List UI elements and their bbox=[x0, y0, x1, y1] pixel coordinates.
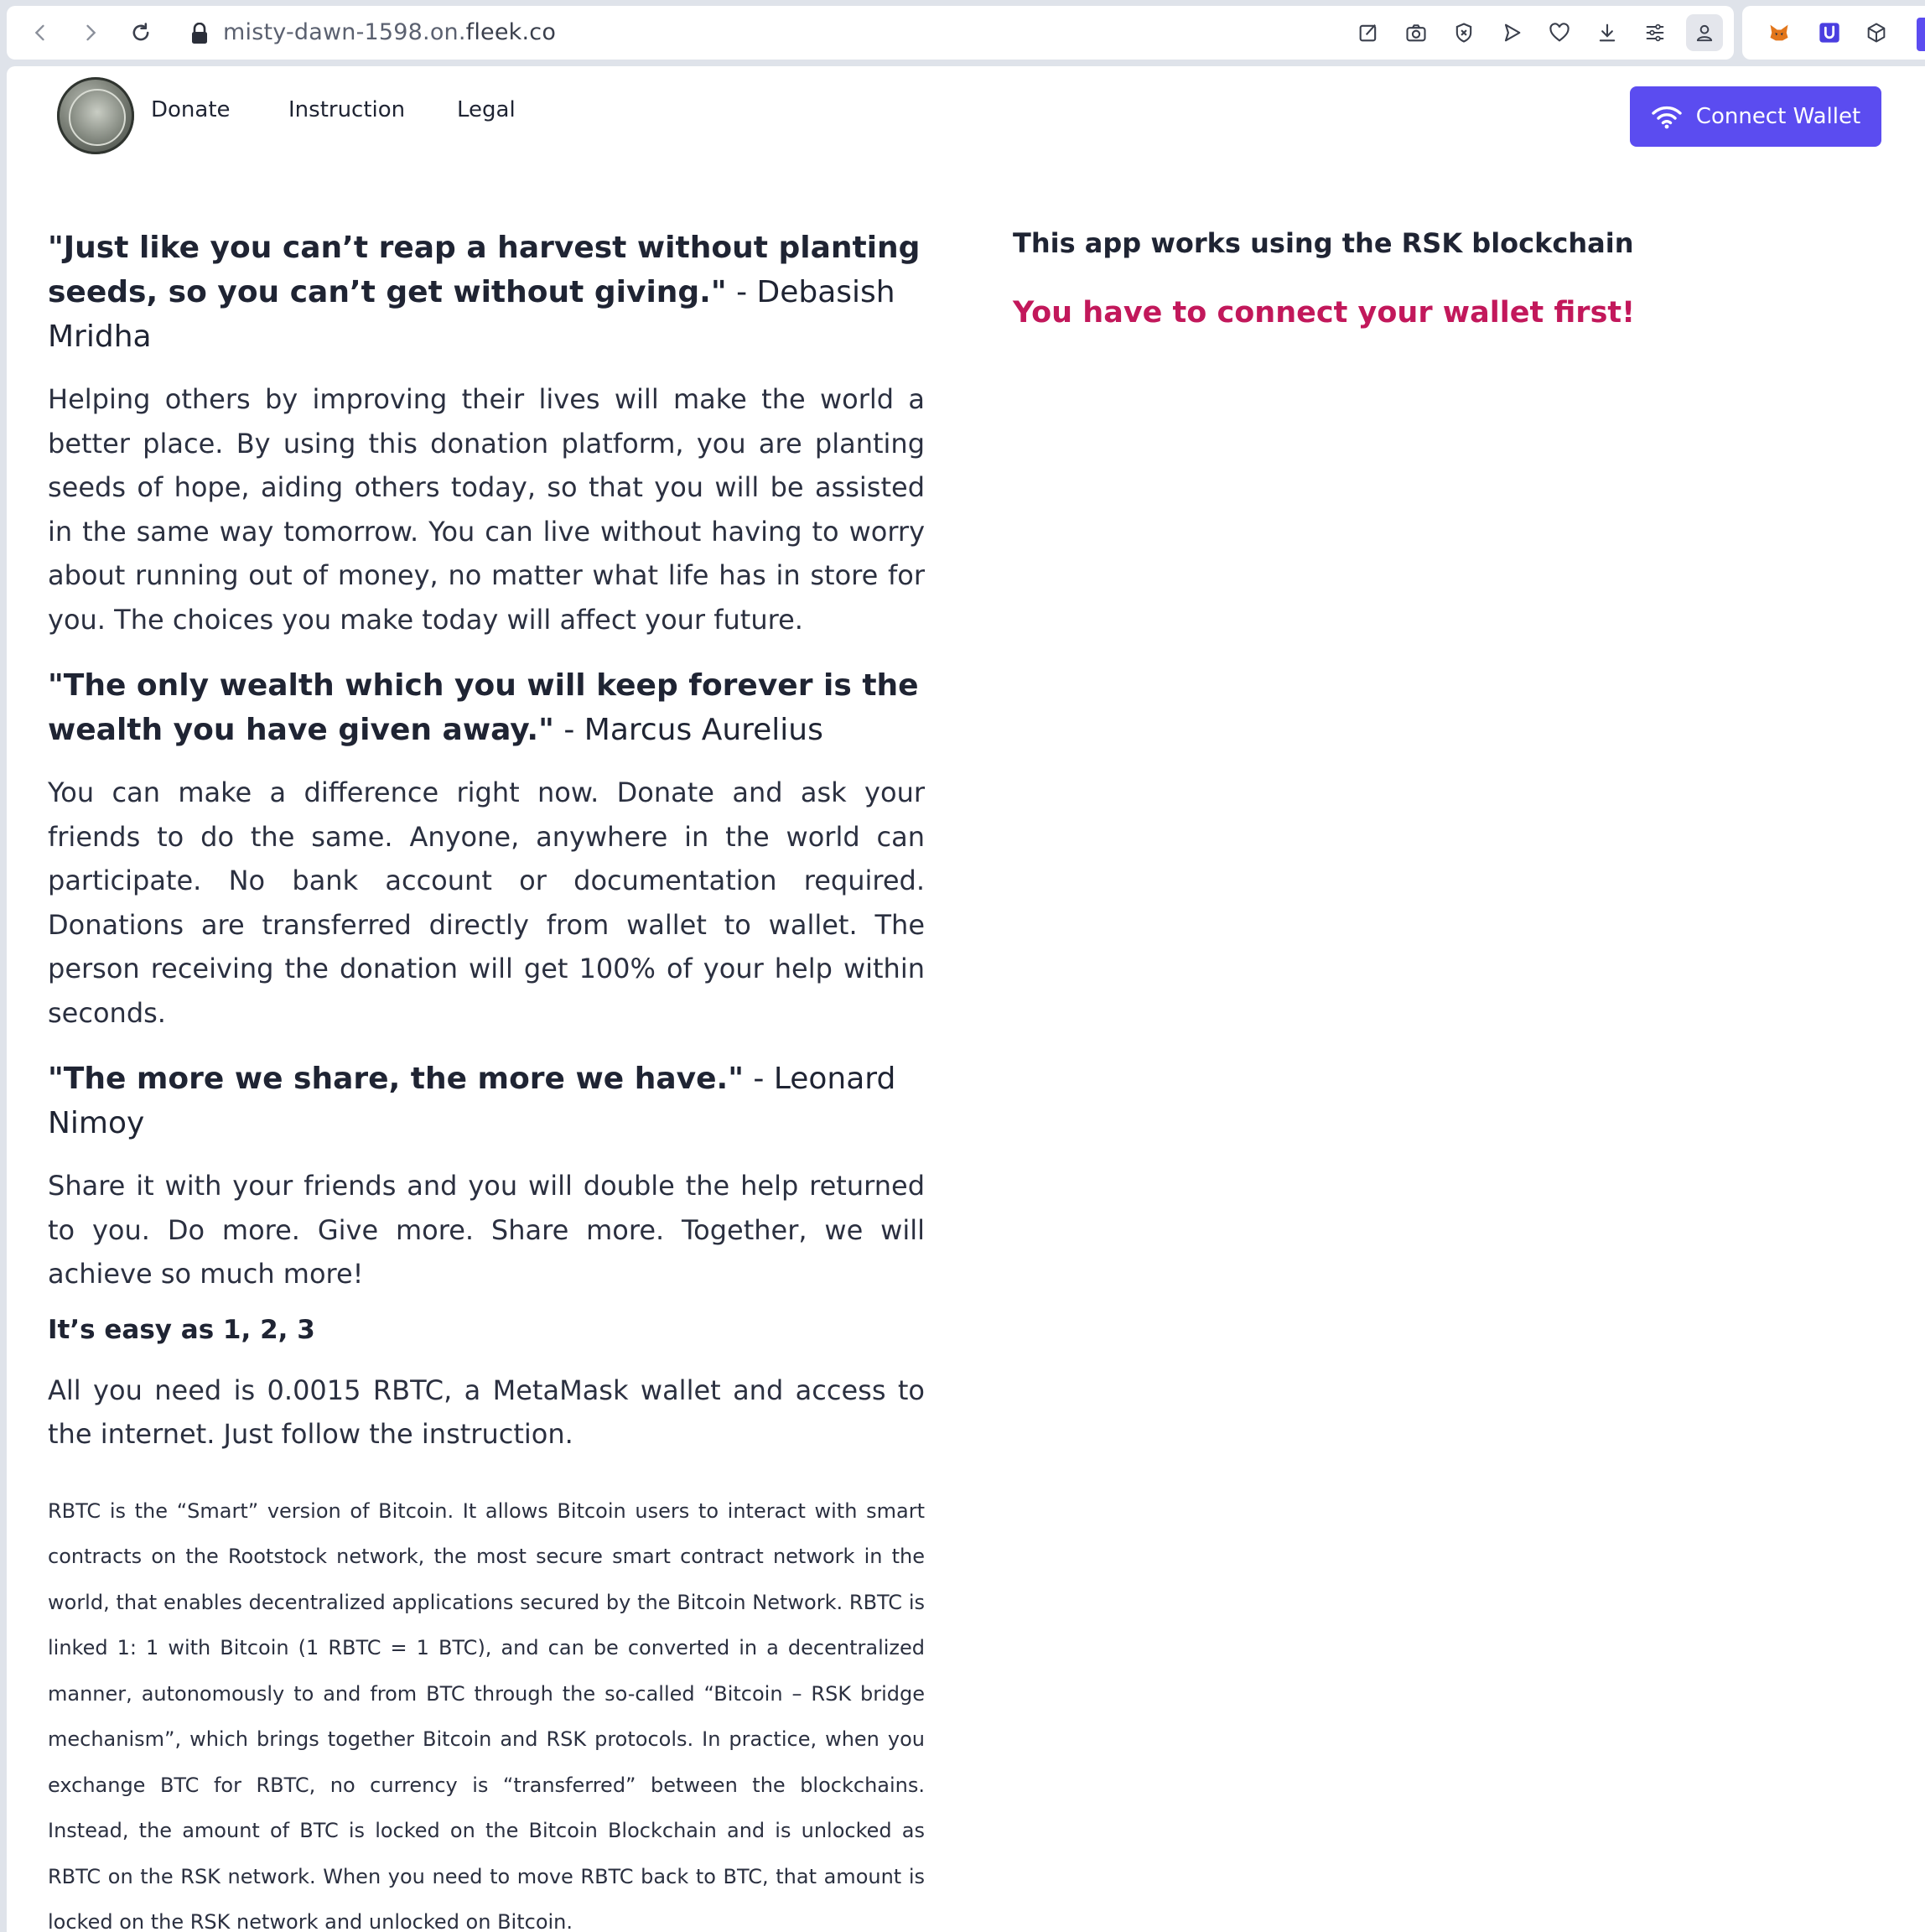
quote-2 bbox=[48, 663, 925, 752]
camera-icon[interactable] bbox=[1401, 18, 1431, 48]
forward-icon[interactable] bbox=[75, 18, 106, 48]
cube-icon[interactable] bbox=[1861, 18, 1891, 48]
quote-1 bbox=[48, 226, 925, 359]
lock-icon bbox=[189, 23, 210, 44]
top-nav bbox=[7, 66, 1925, 167]
quote-3-text: "The more we share, the more we have." bbox=[48, 1062, 744, 1096]
paragraph-3: Share it with your friends and you will double the help returned to you. Do more. Give more. Share more. Together, we will achieve so much more! bbox=[48, 1170, 925, 1290]
address-bar[interactable] bbox=[223, 6, 556, 60]
connect-wallet-button[interactable] bbox=[1630, 86, 1881, 147]
metamask-icon[interactable] bbox=[1764, 18, 1794, 48]
quote-3-author: - Leonard Nimoy bbox=[48, 1062, 896, 1140]
browser-toolbar bbox=[7, 6, 1734, 60]
rbtc-explanation: RBTC is the “Smart” version of Bitcoin. It allows Bitcoin users to interact with smart contracts on the Rootstock network, the most secure smart contract network in the world, that enables decentralized applications secured by the Bitcoin Network. RBTC is linked 1: 1 with Bitcoin (1 RBTC = 1 BTC), and can be converted in a decentralized manner, autonomously to and from BTC through the so-called “Bitcoin – RSK bridge mechanism”, which brings together Bitcoin and RSK protocols. In practice, when you exchange BTC for RBTC, no currency is “transferred” between the blockchains. Instead, the amount of BTC is locked on the Bitcoin Blockchain and is unlocked as RBTC on the RSK network. When you need to move RBTC back to BTC, that amount is locked on the RSK network and unlocked on Bitcoin. bbox=[48, 1498, 925, 1932]
logo-emblem bbox=[69, 89, 126, 146]
rsk-info-text: This app works using the RSK blockchain bbox=[1013, 227, 1634, 259]
wallet-panel bbox=[1013, 227, 1767, 330]
menu-icon[interactable] bbox=[1640, 18, 1670, 48]
nav-donate[interactable]: Donate bbox=[151, 97, 231, 122]
wifi-icon bbox=[1651, 104, 1683, 129]
quote-2-author: - Marcus Aurelius bbox=[553, 713, 823, 747]
paragraph-4: All you need is 0.0015 RBTC, a MetaMask wallet and access to the internet. Just follow the instruction. bbox=[48, 1374, 925, 1450]
connect-warning: You have to connect your wallet first! bbox=[1013, 296, 1636, 330]
url-domain: fleek.co bbox=[465, 19, 557, 45]
nav-instruction[interactable]: Instruction bbox=[288, 97, 406, 122]
profile-icon[interactable] bbox=[1686, 14, 1723, 51]
download-icon[interactable] bbox=[1592, 18, 1622, 48]
edit-icon[interactable] bbox=[1353, 18, 1383, 48]
quote-2-text: "The only wealth which you will keep forever is the wealth you have given away." bbox=[48, 668, 919, 747]
back-icon[interactable] bbox=[25, 18, 55, 48]
quote-3 bbox=[48, 1057, 925, 1145]
connect-wallet-label: Connect Wallet bbox=[1695, 104, 1861, 129]
heart-icon[interactable] bbox=[1544, 18, 1575, 48]
nav-legal[interactable]: Legal bbox=[457, 97, 516, 122]
reload-icon[interactable] bbox=[126, 18, 156, 48]
easy-steps-heading: It’s easy as 1, 2, 3 bbox=[48, 1314, 315, 1345]
extension-u-icon[interactable] bbox=[1814, 18, 1845, 48]
shield-x-icon[interactable] bbox=[1449, 18, 1479, 48]
send-icon[interactable] bbox=[1497, 18, 1527, 48]
paragraph-2: You can make a difference right now. Donate and ask your friends to do the same. Anyone, anywhere in the world can participate. No bank account or documentation required. Donations are transferred directly from wallet to wallet. The person receiving the donation will get 100% of your help within seconds. bbox=[48, 776, 925, 1029]
web-page bbox=[7, 66, 1925, 1932]
extensions-bar bbox=[1742, 6, 1925, 60]
quote-1-text: "Just like you can’t reap a harvest without planting seeds, so you can’t get without giving." bbox=[48, 231, 921, 309]
quote-1-author: - Debasish Mridha bbox=[48, 275, 895, 354]
url-prefix: misty-dawn-1598.on. bbox=[223, 19, 466, 45]
main-content bbox=[48, 226, 925, 1932]
logo[interactable] bbox=[57, 77, 134, 154]
extension-accent bbox=[1917, 18, 1925, 51]
paragraph-1: Helping others by improving their lives will make the world a better place. By using this donation platform, you are planting seeds of hope, aiding others today, so that you will be assisted in the same way tomorrow. You can live without having to worry about running out of money, no matter what life has in store for you. The choices you make today will affect your future. bbox=[48, 383, 925, 636]
